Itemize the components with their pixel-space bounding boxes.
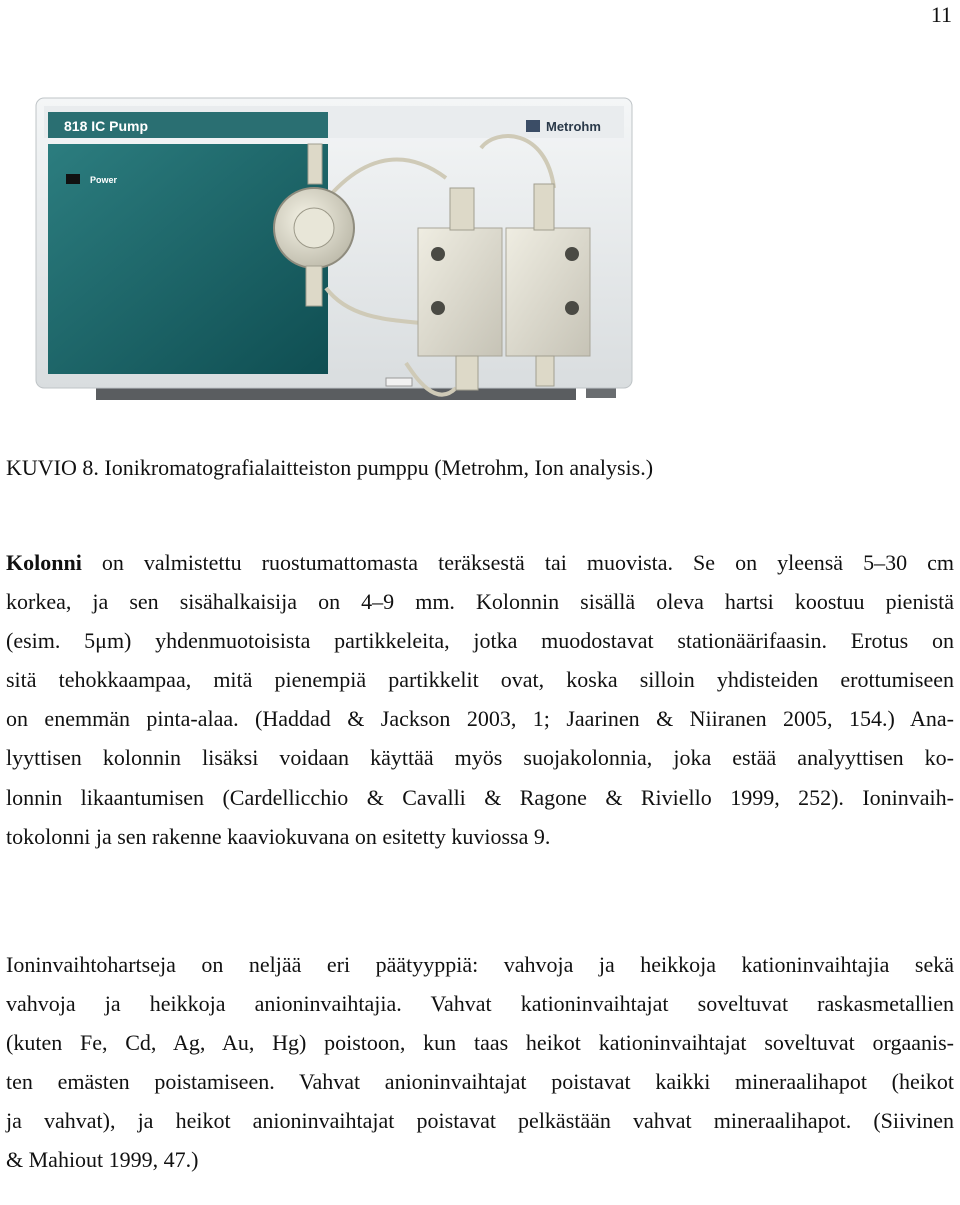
power-label-text: Power (90, 175, 118, 185)
text-line: ja vahvat), ja heikot anioninvaihtajat poistavat pelkästään vahvat mineraalihapot. (Siivinen (6, 1108, 954, 1134)
figure-caption: KUVIO 8. Ionikromatografialaitteiston pumppu (Metrohm, Ion analysis.) (6, 455, 654, 480)
text-line: tokolonni ja sen rakenne kaaviokuvana on esitetty kuviossa 9. (6, 823, 551, 849)
pump-photo (26, 88, 660, 420)
text-line: (kuten Fe, Cd, Ag, Au, Hg) poistoon, kun taas heikot kationinvaihtajat soveltuvat orgaanis- (6, 1030, 954, 1056)
paragraph-ioninvaihtohartsit (6, 945, 954, 1180)
text-line: (esim. 5μm) yhdenmuotoisista partikkeleita, jotka muodostavat stationäärifaasin. Erotus on (6, 628, 954, 654)
text-line: ten emästen poistamiseen. Vahvat anioninvaihtajat poistavat kaikki mineraalihapot (heikot (6, 1069, 954, 1095)
text-line: Ioninvaihtohartseja on neljää eri päätyyppiä: vahvoja ja heikkoja kationinvaihtajia sekä (6, 952, 954, 977)
text-line: & Mahiout 1999, 47.) (6, 1147, 199, 1173)
page-number: 11 (930, 2, 952, 27)
paragraph-kolonni (6, 543, 954, 856)
text-line: lonnin likaantumisen (Cardellicchio & Cavalli & Ragone & Riviello 1999, 252). Ioninvaih- (6, 784, 954, 810)
text-line: Kolonni on valmistettu ruostumattomasta teräksestä tai muovista. Se on yleensä 5–30 cm (6, 550, 954, 575)
bold-term: Kolonni (6, 550, 82, 575)
brand-logo-text: Metrohm (546, 119, 601, 134)
text-line: lyyttisen kolonnin lisäksi voidaan käyttää myös suojakolonnia, joka estää analyyttisen ko- (6, 745, 954, 771)
text-line: vahvoja ja heikkoja anioninvaihtajia. Vahvat kationinvaihtajat soveltuvat raskasmetallien (6, 991, 954, 1017)
text-line: on enemmän pinta-alaa. (Haddad & Jackson 2003, 1; Jaarinen & Niiranen 2005, 154.) Ana- (6, 706, 954, 732)
device-label-text: 818 IC Pump (64, 118, 149, 134)
brand-logo-icon (526, 120, 540, 132)
text-line: sitä tehokkaampaa, mitä pienempiä partikkelit ovat, koska silloin yhdisteiden erottumiseen (6, 667, 954, 693)
text-line: korkea, ja sen sisähalkaisija on 4–9 mm. Kolonnin sisällä oleva hartsi koostuu pienistä (6, 589, 954, 615)
